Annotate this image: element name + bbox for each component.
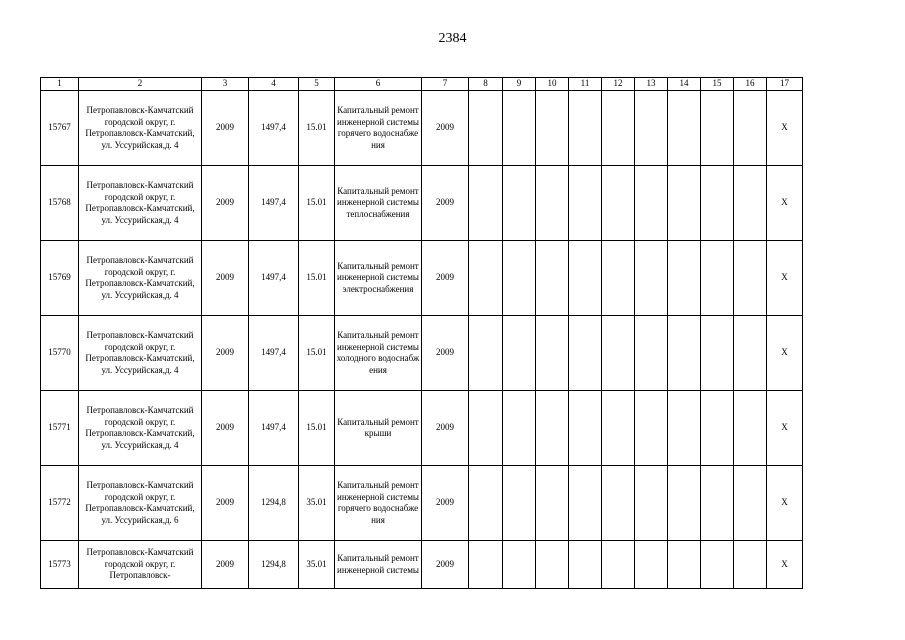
empty-cell [569,466,602,541]
area-cell: 1497,4 [249,241,299,316]
area-cell: 1497,4 [249,391,299,466]
area-cell: 1294,8 [249,541,299,589]
empty-cell [469,91,503,166]
code-cell: 35.01 [299,541,335,589]
empty-cell [701,541,734,589]
empty-cell [602,166,635,241]
table-row [41,241,803,316]
work-type-cell: Капитальный ремонт инженерной системы [335,541,422,589]
work-year-cell: 2009 [422,541,469,589]
address-cell: Петропавловск-Камчатский городской округ, г. Петропавловск-Камчатский, ул. Уссурийская,д. 4 [79,166,202,241]
empty-cell [503,166,536,241]
empty-cell [734,541,767,589]
empty-cell [503,541,536,589]
work-type-cell: Капитальный ремонт инженерной системы горячего водоснабжения [335,466,422,541]
column-header: 16 [734,78,767,91]
table-row [41,391,803,466]
table-row [41,541,803,589]
empty-cell [602,541,635,589]
table-row [41,466,803,541]
empty-cell [734,391,767,466]
row-id-cell: 15770 [41,316,79,391]
area-cell: 1497,4 [249,166,299,241]
year-cell: 2009 [202,91,249,166]
empty-cell [734,91,767,166]
column-header: 6 [335,78,422,91]
empty-cell [602,316,635,391]
empty-cell [734,241,767,316]
area-cell: 1497,4 [249,91,299,166]
column-header: 13 [635,78,668,91]
empty-cell [536,466,569,541]
empty-cell [668,241,701,316]
empty-cell [734,466,767,541]
table-header [41,78,803,91]
empty-cell [536,241,569,316]
empty-cell [701,166,734,241]
column-header: 15 [701,78,734,91]
empty-cell [635,466,668,541]
empty-cell [469,541,503,589]
address-cell: Петропавловск-Камчатский городской округ, г. Петропавловск-Камчатский, ул. Уссурийская,д. 4 [79,391,202,466]
empty-cell [701,91,734,166]
empty-cell [635,316,668,391]
address-cell: Петропавловск-Камчатский городской округ, г. Петропавловск-Камчатский, ул. Уссурийская,д. 4 [79,316,202,391]
address-cell: Петропавловск-Камчатский городской округ, г. Петропавловск-Камчатский, ул. Уссурийская,д. 4 [79,91,202,166]
work-year-cell: 2009 [422,166,469,241]
work-type-cell: Капитальный ремонт инженерной системы холодного водоснабжения [335,316,422,391]
mark-cell: Х [767,466,803,541]
empty-cell [701,241,734,316]
mark-cell: Х [767,316,803,391]
table-body [41,91,803,589]
column-header: 10 [536,78,569,91]
column-header: 17 [767,78,803,91]
address-cell: Петропавловск-Камчатский городской округ, г. Петропавловск- [79,541,202,589]
empty-cell [602,241,635,316]
empty-cell [635,91,668,166]
empty-cell [469,166,503,241]
mark-cell: Х [767,241,803,316]
year-cell: 2009 [202,466,249,541]
empty-cell [668,166,701,241]
empty-cell [469,466,503,541]
row-id-cell: 15768 [41,166,79,241]
empty-cell [668,91,701,166]
table-row [41,91,803,166]
year-cell: 2009 [202,316,249,391]
row-id-cell: 15767 [41,91,79,166]
address-cell: Петропавловск-Камчатский городской округ, г. Петропавловск-Камчатский, ул. Уссурийская,д. 4 [79,241,202,316]
empty-cell [734,316,767,391]
work-year-cell: 2009 [422,241,469,316]
year-cell: 2009 [202,541,249,589]
table-row [41,316,803,391]
mark-cell: Х [767,391,803,466]
empty-cell [635,166,668,241]
empty-cell [668,466,701,541]
address-cell: Петропавловск-Камчатский городской округ, г. Петропавловск-Камчатский, ул. Уссурийская,д. 6 [79,466,202,541]
table-row [41,166,803,241]
empty-cell [569,166,602,241]
code-cell: 35.01 [299,466,335,541]
empty-cell [503,466,536,541]
row-id-cell: 15769 [41,241,79,316]
code-cell: 15.01 [299,166,335,241]
column-header: 1 [41,78,79,91]
empty-cell [635,541,668,589]
code-cell: 15.01 [299,91,335,166]
empty-cell [569,241,602,316]
empty-cell [602,391,635,466]
year-cell: 2009 [202,166,249,241]
empty-cell [503,241,536,316]
empty-cell [701,466,734,541]
area-cell: 1497,4 [249,316,299,391]
empty-cell [569,91,602,166]
header-row [41,78,803,91]
empty-cell [734,166,767,241]
code-cell: 15.01 [299,241,335,316]
empty-cell [569,316,602,391]
work-year-cell: 2009 [422,391,469,466]
year-cell: 2009 [202,241,249,316]
empty-cell [536,91,569,166]
year-cell: 2009 [202,391,249,466]
area-cell: 1294,8 [249,466,299,541]
work-type-cell: Капитальный ремонт крыши [335,391,422,466]
empty-cell [602,466,635,541]
empty-cell [668,541,701,589]
row-id-cell: 15773 [41,541,79,589]
empty-cell [569,391,602,466]
code-cell: 15.01 [299,316,335,391]
empty-cell [469,391,503,466]
mark-cell: Х [767,166,803,241]
empty-cell [469,241,503,316]
empty-cell [701,391,734,466]
column-header: 3 [202,78,249,91]
column-header: 11 [569,78,602,91]
empty-cell [701,316,734,391]
empty-cell [469,316,503,391]
work-type-cell: Капитальный ремонт инженерной системы теплоснабжения [335,166,422,241]
empty-cell [668,316,701,391]
column-header: 2 [79,78,202,91]
empty-cell [602,91,635,166]
mark-cell: Х [767,541,803,589]
column-header: 9 [503,78,536,91]
column-header: 8 [469,78,503,91]
code-cell: 15.01 [299,391,335,466]
work-year-cell: 2009 [422,316,469,391]
row-id-cell: 15771 [41,391,79,466]
empty-cell [503,391,536,466]
empty-cell [536,316,569,391]
row-id-cell: 15772 [41,466,79,541]
column-header: 5 [299,78,335,91]
empty-cell [569,541,602,589]
empty-cell [635,241,668,316]
empty-cell [503,316,536,391]
column-header: 7 [422,78,469,91]
page-number: 2384 [438,31,467,46]
empty-cell [503,91,536,166]
work-year-cell: 2009 [422,466,469,541]
empty-cell [536,166,569,241]
empty-cell [536,391,569,466]
work-year-cell: 2009 [422,91,469,166]
column-header: 4 [249,78,299,91]
column-header: 12 [602,78,635,91]
mark-cell: Х [767,91,803,166]
column-header: 14 [668,78,701,91]
work-type-cell: Капитальный ремонт инженерной системы электроснабжения [335,241,422,316]
registry-table [40,77,803,589]
work-type-cell: Капитальный ремонт инженерной системы горячего водоснабжения [335,91,422,166]
empty-cell [668,391,701,466]
empty-cell [635,391,668,466]
empty-cell [536,541,569,589]
